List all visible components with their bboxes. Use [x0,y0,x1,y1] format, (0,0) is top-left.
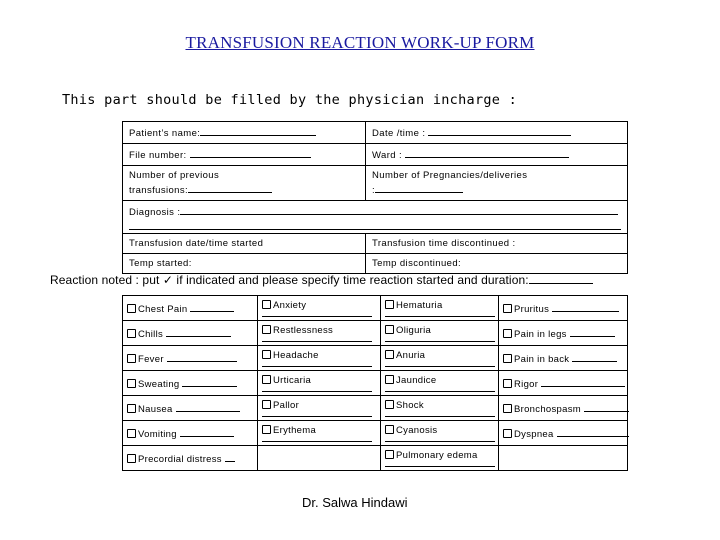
symptom-label: Headache [273,349,319,361]
patient-info-table [122,121,628,274]
checkbox-icon[interactable] [262,375,271,384]
symptom-pain-in-back[interactable] [499,346,628,371]
symptom-jaundice[interactable] [381,371,499,396]
checkbox-icon[interactable] [262,325,271,334]
checkbox-icon[interactable] [262,300,271,309]
symptom-label: Nausea [138,403,173,415]
symptom-row [123,371,628,396]
checkbox-icon[interactable] [385,350,394,359]
ward-field[interactable] [366,144,628,166]
date-time-field[interactable] [366,122,628,144]
symptom-pallor[interactable] [258,396,381,421]
symptom-fever[interactable] [123,346,258,371]
symptom-dyspnea[interactable] [499,421,628,446]
checkbox-icon[interactable] [127,304,136,313]
checkbox-icon[interactable] [262,350,271,359]
file-number-label: File number: [129,150,187,161]
symptom-row [123,321,628,346]
symptom-label: Precordial distress [138,453,222,465]
symptom-restlessness[interactable] [258,321,381,346]
symptom-row [123,396,628,421]
temp-started-field[interactable] [123,254,366,274]
symptom-label: Pruritus [514,303,550,315]
diagnosis-field[interactable] [123,201,628,234]
symptom-chills[interactable] [123,321,258,346]
checkbox-icon[interactable] [127,454,136,463]
reaction-text-before: Reaction noted : put [50,273,163,287]
symptom-erythema[interactable] [258,421,381,446]
checkbox-icon[interactable] [385,325,394,334]
checkbox-icon[interactable] [127,404,136,413]
symptom-sweating[interactable] [123,371,258,396]
temp-started-label: Temp started: [129,258,192,269]
previous-transfusions-field[interactable] [123,166,366,201]
checkbox-icon[interactable] [385,300,394,309]
symptom-label: Erythema [273,424,317,436]
reaction-text-after: if indicated and please specify time reaction started and duration: [173,273,529,287]
symptom-pain-in-legs[interactable] [499,321,628,346]
symptom-label: Hematuria [396,299,443,311]
symptom-label: Oliguria [396,324,432,336]
checkbox-icon[interactable] [127,379,136,388]
symptom-hematuria[interactable] [381,296,499,321]
symptoms-checklist [122,295,628,471]
author-credit: Dr. Salwa Hindawi [302,495,408,510]
empty-cell [499,446,628,471]
reaction-instructions [50,272,593,287]
symptom-label: Anxiety [273,299,307,311]
form-title: TRANSFUSION REACTION WORK-UP FORM [185,33,535,52]
checkbox-icon[interactable] [503,429,512,438]
temp-discontinued-field[interactable] [366,254,628,274]
symptom-row [123,296,628,321]
checkbox-icon[interactable] [503,354,512,363]
symptom-shock[interactable] [381,396,499,421]
symptom-oliguria[interactable] [381,321,499,346]
symptom-headache[interactable] [258,346,381,371]
temp-discontinued-label: Temp discontinued: [372,258,462,269]
symptom-anxiety[interactable] [258,296,381,321]
symptom-label: Vomiting [138,428,177,440]
symptom-label: Sweating [138,378,180,390]
checkbox-icon[interactable] [127,429,136,438]
checkbox-icon[interactable] [385,375,394,384]
symptom-label: Pain in legs [514,328,567,340]
symptom-rigor[interactable] [499,371,628,396]
symptom-label: Pulmonary edema [396,449,478,461]
symptom-label: Pallor [273,399,300,411]
patient-name-label: Patient’s name: [129,128,201,139]
symptom-label: Shock [396,399,424,411]
file-number-field[interactable] [123,144,366,166]
pregnancies-label-1: Number of Pregnancies/deliveries [372,170,528,181]
symptom-row [123,421,628,446]
symptom-label: Chest Pain [138,303,188,315]
symptom-label: Jaundice [396,374,437,386]
previous-transfusions-label-1: Number of previous [129,170,220,181]
date-time-label: Date /time : [372,128,426,139]
symptom-label: Urticaria [273,374,312,386]
symptom-anuria[interactable] [381,346,499,371]
checkbox-icon[interactable] [385,425,394,434]
transfusion-started-field[interactable] [123,234,366,254]
symptom-label: Pain in back [514,353,570,365]
symptom-label: Rigor [514,378,539,390]
symptom-bronchospasm[interactable] [499,396,628,421]
symptom-pulmonary-edema[interactable] [381,446,499,471]
transfusion-discontinued-field[interactable] [366,234,628,254]
checkbox-icon[interactable] [385,450,394,459]
patient-name-field[interactable] [123,122,366,144]
checkbox-icon[interactable] [503,304,512,313]
symptom-precordial-distress[interactable] [123,446,258,471]
checkbox-icon[interactable] [262,425,271,434]
symptom-cyanosis[interactable] [381,421,499,446]
form-subtitle: This part should be filled by the physician incharge : [62,92,518,108]
symptom-nausea[interactable] [123,396,258,421]
checkbox-icon[interactable] [127,329,136,338]
symptom-row [123,446,628,471]
symptom-label: Chills [138,328,164,340]
ward-label: Ward : [372,150,403,161]
checkbox-icon[interactable] [385,400,394,409]
symptom-vomiting[interactable] [123,421,258,446]
checkbox-icon[interactable] [262,400,271,409]
transfusion-discontinued-label: Transfusion time discontinued : [372,238,516,249]
checkbox-icon[interactable] [503,404,512,413]
diagnosis-label: Diagnosis : [129,207,181,218]
transfusion-started-label: Transfusion date/time started [129,238,264,249]
symptom-urticaria[interactable] [258,371,381,396]
checkmark-icon: ✓ [162,273,173,287]
symptom-label: Anuria [396,349,426,361]
symptom-label: Dyspnea [514,428,554,440]
previous-transfusions-label-2: transfusions: [129,185,189,196]
pregnancies-field[interactable] [366,166,628,201]
pregnancies-label-2: : [372,185,376,196]
symptom-row [123,346,628,371]
symptom-pruritus[interactable] [499,296,628,321]
checkbox-icon[interactable] [127,354,136,363]
symptom-label: Fever [138,353,164,365]
symptom-label: Cyanosis [396,424,438,436]
symptom-chest-pain[interactable] [123,296,258,321]
symptom-label: Bronchospasm [514,403,581,415]
symptom-label: Restlessness [273,324,334,336]
empty-cell [258,446,381,471]
checkbox-icon[interactable] [503,329,512,338]
checkbox-icon[interactable] [503,379,512,388]
